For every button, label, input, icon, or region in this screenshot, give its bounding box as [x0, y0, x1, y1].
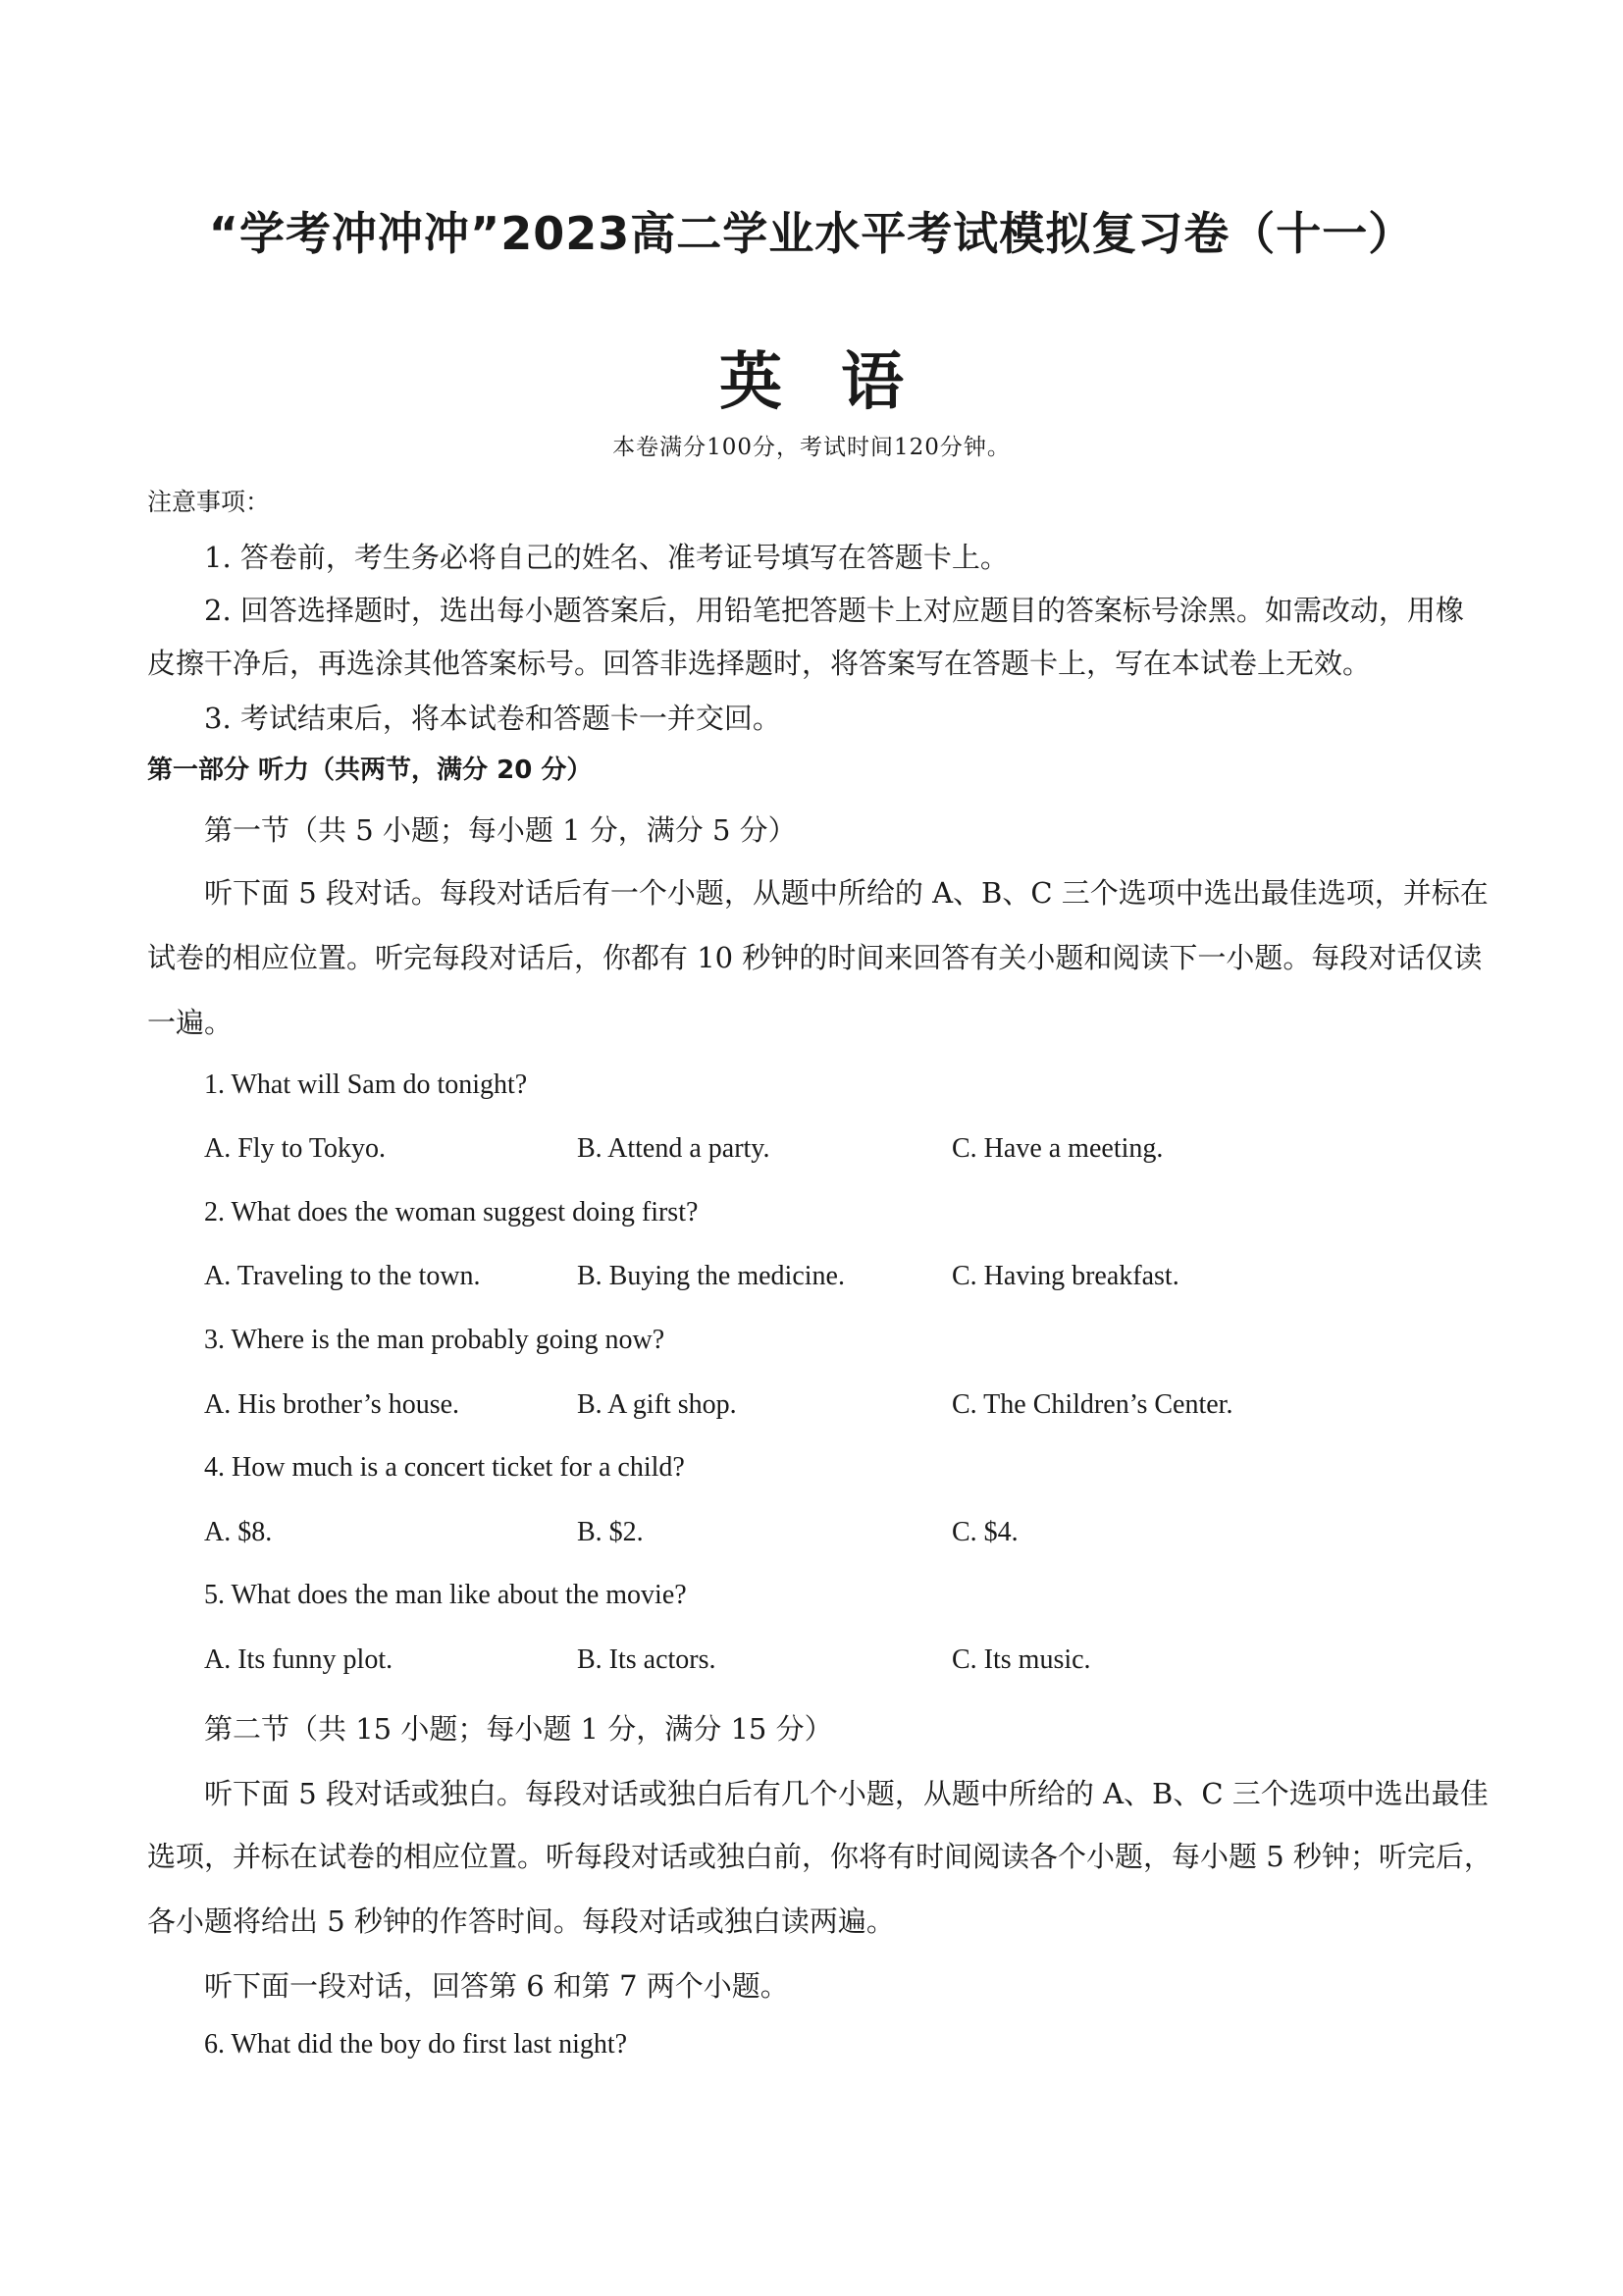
notice-item-3: 3. 考试结束后，将本试卷和答题卡一并交回。	[204, 702, 781, 735]
question-1-option-b: B. Attend a party.	[577, 1133, 770, 1164]
question-4-option-b: B. $2.	[577, 1517, 644, 1547]
section2-instructions-line-1: 听下面 5 段对话或独白。每段对话或独白后有几个小题，从题中所给的 A、B、C 三个选项中选出最佳	[204, 1777, 1489, 1810]
question-1-option-c: C. Have a meeting.	[952, 1133, 1164, 1164]
section1-instructions-line-1: 听下面 5 段对话。每段对话后有一个小题，从题中所给的 A、B、C 三个选项中选出最佳选项，并标在	[204, 876, 1489, 910]
question-4-option-c: C. $4.	[952, 1517, 1019, 1547]
section1-heading: 第一节（共 5 小题；每小题 1 分，满分 5 分）	[204, 813, 797, 847]
score-info: 本卷满分100分，考试时间120分钟。	[612, 435, 1011, 460]
question-4-option-a: A. $8.	[204, 1517, 273, 1547]
part1-heading: 第一部分 听力（共两节，满分 20 分）	[147, 756, 593, 785]
question-2-option-a: A. Traveling to the town.	[204, 1261, 481, 1291]
question-3-option-c: C. The Children’s Center.	[952, 1389, 1233, 1420]
question-6: 6. What did the boy do first last night?	[204, 2029, 628, 2060]
section1-instructions-line-2: 试卷的相应位置。听完每段对话后，你都有 10 秒钟的时间来回答有关小题和阅读下一小题。每段对话仅读	[147, 941, 1483, 974]
question-1-option-a: A. Fly to Tokyo.	[204, 1133, 386, 1164]
question-5-option-a: A. Its funny plot.	[204, 1644, 393, 1675]
exam-title: “学考冲冲冲”2023高二学业水平考试模拟复习卷（十一）	[208, 207, 1415, 260]
question-2-option-c: C. Having breakfast.	[952, 1261, 1179, 1291]
question-5-option-c: C. Its music.	[952, 1644, 1091, 1675]
question-2: 2. What does the woman suggest doing first?	[204, 1197, 699, 1227]
question-1: 1. What will Sam do tonight?	[204, 1070, 528, 1100]
subject-title: 英语	[719, 346, 963, 419]
question-3-option-b: B. A gift shop.	[577, 1389, 737, 1420]
notice-item-2-line-1: 2. 回答选择题时，选出每小题答案后，用铅笔把答题卡上对应题目的答案标号涂黑。如需改动，用橡	[204, 594, 1464, 627]
notice-heading: 注意事项：	[147, 488, 271, 516]
section2-instructions-line-3: 各小题将给出 5 秒钟的作答时间。每段对话或独白读两遍。	[147, 1905, 895, 1938]
question-5: 5. What does the man like about the movie?	[204, 1580, 687, 1610]
notice-item-1: 1. 答卷前，考生务必将自己的姓名、准考证号填写在答题卡上。	[204, 541, 1009, 574]
section2-instructions-line-2: 选项，并标在试卷的相应位置。听每段对话或独白前，你将有时间阅读各个小题，每小题 5 秒钟；听完后，	[147, 1840, 1492, 1873]
question-3-option-a: A. His brother’s house.	[204, 1389, 460, 1420]
question-3: 3. Where is the man probably going now?	[204, 1325, 665, 1355]
notice-item-2-line-2: 皮擦干净后，再选涂其他答案标号。回答非选择题时，将答案写在答题卡上，写在本试卷上无效。	[147, 647, 1372, 680]
question-5-option-b: B. Its actors.	[577, 1644, 716, 1675]
dialog-intro: 听下面一段对话，回答第 6 和第 7 两个小题。	[204, 1969, 789, 2003]
question-4: 4. How much is a concert ticket for a child?	[204, 1452, 685, 1483]
section2-heading: 第二节（共 15 小题；每小题 1 分，满分 15 分）	[204, 1712, 833, 1746]
question-2-option-b: B. Buying the medicine.	[577, 1261, 845, 1291]
section1-instructions-line-3: 一遍。	[147, 1006, 234, 1039]
